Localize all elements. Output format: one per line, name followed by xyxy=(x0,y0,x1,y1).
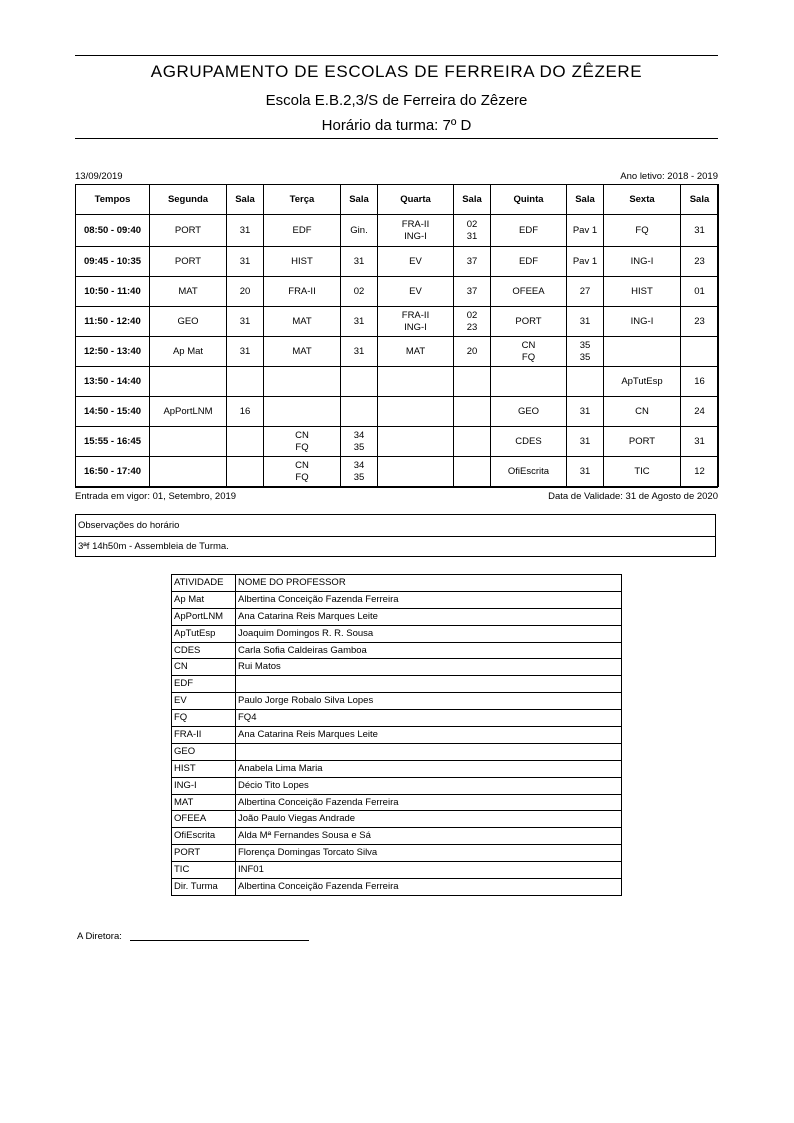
schedule-header-cell: Segunda xyxy=(150,185,227,215)
schedule-cell xyxy=(491,367,567,397)
schedule-cell: 31 xyxy=(341,247,378,277)
schedule-cell: GEO xyxy=(491,397,567,427)
schedule-body xyxy=(76,215,719,487)
schedule-cell xyxy=(227,367,264,397)
teacher-row xyxy=(172,743,622,760)
activity-cell: PORT xyxy=(172,845,236,862)
schedule-cell: ApPortLNM xyxy=(150,397,227,427)
schedule-cell: OfiEscrita xyxy=(491,457,567,487)
schedule-cell: FRA-II ING-I xyxy=(378,307,454,337)
signature-line xyxy=(130,940,309,941)
teacher-name-cell: Anabela Lima Maria xyxy=(236,760,622,777)
schedule-cell: ING-I xyxy=(604,247,681,277)
schedule-cell xyxy=(150,457,227,487)
teacher-row xyxy=(172,760,622,777)
time-slot-cell: 15:55 - 16:45 xyxy=(76,427,150,457)
schedule-cell: CDES xyxy=(491,427,567,457)
schedule-cell: FRA-II xyxy=(264,277,341,307)
teacher-name-cell: INF01 xyxy=(236,862,622,879)
schedule-row xyxy=(76,427,719,457)
schedule-cell: 01 xyxy=(681,277,719,307)
schedule-cell: 23 xyxy=(681,247,719,277)
teachers-header-row xyxy=(172,575,622,592)
schedule-cell xyxy=(227,427,264,457)
schedule-header-cell: Sala xyxy=(454,185,491,215)
schedule-cell: CN FQ xyxy=(264,427,341,457)
teacher-row xyxy=(172,777,622,794)
activity-cell: ATIVIDADE xyxy=(172,575,236,592)
schedule-cell: 31 xyxy=(681,427,719,457)
header-bottom-rule xyxy=(75,138,718,139)
schedule-row xyxy=(76,397,719,427)
effective-date: Entrada em vigor: 01, Setembro, 2019 xyxy=(75,491,237,502)
teacher-name-cell: Joaquim Domingos R. R. Sousa xyxy=(236,625,622,642)
schedule-cell xyxy=(378,427,454,457)
schedule-row xyxy=(76,215,719,247)
school-name: Escola E.B.2,3/S de Ferreira do Zêzere xyxy=(265,92,528,109)
teacher-name-cell: Albertina Conceição Fazenda Ferreira xyxy=(236,879,622,896)
schedule-cell xyxy=(454,457,491,487)
schedule-cell: 31 xyxy=(567,397,604,427)
schedule-cell: 31 xyxy=(227,337,264,367)
teacher-row xyxy=(172,879,622,896)
schedule-cell: 20 xyxy=(227,277,264,307)
schedule-cell: 02 xyxy=(341,277,378,307)
schedule-cell xyxy=(227,457,264,487)
teacher-name-cell xyxy=(236,743,622,760)
schedule-header-cell: Terça xyxy=(264,185,341,215)
teacher-row xyxy=(172,710,622,727)
teacher-name-cell: Décio Tito Lopes xyxy=(236,777,622,794)
teacher-name-cell xyxy=(236,676,622,693)
schedule-cell: CN xyxy=(604,397,681,427)
schedule-cell xyxy=(681,337,719,367)
schedule-cell: GEO xyxy=(150,307,227,337)
activity-cell: CN xyxy=(172,659,236,676)
schedule-cell: 23 xyxy=(681,307,719,337)
schedule-cell: Pav 1 xyxy=(567,215,604,247)
schedule-cell: 31 xyxy=(567,307,604,337)
schedule-header-cell: Sala xyxy=(227,185,264,215)
time-slot-cell: 13:50 - 14:40 xyxy=(76,367,150,397)
schedule-cell: 37 xyxy=(454,247,491,277)
activity-cell: ApTutEsp xyxy=(172,625,236,642)
teacher-row xyxy=(172,659,622,676)
schedule-cell: 31 xyxy=(681,215,719,247)
schedule-cell: 31 xyxy=(567,457,604,487)
activity-cell: FRA-II xyxy=(172,727,236,744)
schedule-cell: EDF xyxy=(491,215,567,247)
teacher-row xyxy=(172,642,622,659)
top-rule xyxy=(75,55,718,56)
schedule-header-cell: Quinta xyxy=(491,185,567,215)
schedule-cell: MAT xyxy=(150,277,227,307)
schedule-row xyxy=(76,367,719,397)
schedule-row xyxy=(76,277,719,307)
teacher-row xyxy=(172,591,622,608)
schedule-cell xyxy=(150,427,227,457)
activity-cell: ING-I xyxy=(172,777,236,794)
schedule-cell: EV xyxy=(378,277,454,307)
class-label: Horário da turma: 7º D xyxy=(321,117,472,134)
schedule-cell: Gin. xyxy=(341,215,378,247)
schedule-header-row xyxy=(76,185,719,215)
observations-title: Observações do horário xyxy=(75,514,716,537)
activity-cell: Dir. Turma xyxy=(172,879,236,896)
schedule-cell: PORT xyxy=(491,307,567,337)
teacher-row xyxy=(172,862,622,879)
schedule-row xyxy=(76,457,719,487)
schedule-cell: OFEEA xyxy=(491,277,567,307)
observations-text: 3ªf 14h50m - Assembleia de Turma. xyxy=(75,536,716,557)
schedule-cell: CN FQ xyxy=(264,457,341,487)
teacher-row xyxy=(172,676,622,693)
schedule-cell: 31 xyxy=(227,307,264,337)
schedule-header-cell: Quarta xyxy=(378,185,454,215)
schedule-cell xyxy=(378,397,454,427)
schedule-cell: 31 xyxy=(567,427,604,457)
schedule-cell xyxy=(454,367,491,397)
schedule-cell: FQ xyxy=(604,215,681,247)
schedule-header-cell: Tempos xyxy=(76,185,150,215)
time-slot-cell: 11:50 - 12:40 xyxy=(76,307,150,337)
schedule-cell: HIST xyxy=(604,277,681,307)
schedule-cell: 31 xyxy=(341,307,378,337)
teachers-table xyxy=(171,574,622,896)
schedule-cell: 31 xyxy=(227,215,264,247)
schedule-cell: 12 xyxy=(681,457,719,487)
teacher-row xyxy=(172,727,622,744)
time-slot-cell: 08:50 - 09:40 xyxy=(76,215,150,247)
schedule-row xyxy=(76,307,719,337)
schedule-cell: EDF xyxy=(491,247,567,277)
schedule-header-cell: Sexta xyxy=(604,185,681,215)
schedule-cell: 31 xyxy=(341,337,378,367)
schedule-cell xyxy=(264,397,341,427)
schedule-cell xyxy=(378,367,454,397)
signature-label: A Diretora: xyxy=(77,931,122,942)
teacher-name-cell: Rui Matos xyxy=(236,659,622,676)
schedule-cell: FRA-II ING-I xyxy=(378,215,454,247)
schedule-cell xyxy=(264,367,341,397)
schedule-cell: PORT xyxy=(150,215,227,247)
schedule-cell: PORT xyxy=(150,247,227,277)
schedule-cell: EDF xyxy=(264,215,341,247)
schedule-table xyxy=(75,184,719,487)
validity-date: Data de Validade: 31 de Agosto de 2020 xyxy=(548,491,718,502)
schedule-cell xyxy=(567,367,604,397)
teacher-name-cell: Albertina Conceição Fazenda Ferreira xyxy=(236,591,622,608)
org-title: AGRUPAMENTO DE ESCOLAS DE FERREIRA DO ZÊZERE xyxy=(150,62,643,81)
teacher-row xyxy=(172,625,622,642)
schedule-cell xyxy=(150,367,227,397)
teacher-name-cell: Florença Domingas Torcato Silva xyxy=(236,845,622,862)
activity-cell: GEO xyxy=(172,743,236,760)
schedule-cell: 35 35 xyxy=(567,337,604,367)
activity-cell: EV xyxy=(172,693,236,710)
schedule-row xyxy=(76,337,719,367)
schedule-cell xyxy=(454,427,491,457)
activity-cell: MAT xyxy=(172,794,236,811)
teacher-name-cell: Albertina Conceição Fazenda Ferreira xyxy=(236,794,622,811)
teacher-row xyxy=(172,811,622,828)
activity-cell: Ap Mat xyxy=(172,591,236,608)
time-slot-cell: 14:50 - 15:40 xyxy=(76,397,150,427)
schedule-cell: PORT xyxy=(604,427,681,457)
schedule-cell: 37 xyxy=(454,277,491,307)
schedule-cell xyxy=(378,457,454,487)
teacher-name-cell: FQ4 xyxy=(236,710,622,727)
schedule-cell: HIST xyxy=(264,247,341,277)
schedule-cell: ING-I xyxy=(604,307,681,337)
schedule-cell xyxy=(341,367,378,397)
activity-cell: ApPortLNM xyxy=(172,608,236,625)
schedule-cell: 27 xyxy=(567,277,604,307)
teacher-name-cell: NOME DO PROFESSOR xyxy=(236,575,622,592)
print-date: 13/09/2019 xyxy=(75,171,123,182)
schedule-row xyxy=(76,247,719,277)
teacher-row xyxy=(172,845,622,862)
schedule-cell: CN FQ xyxy=(491,337,567,367)
activity-cell: HIST xyxy=(172,760,236,777)
teacher-name-cell: João Paulo Viegas Andrade xyxy=(236,811,622,828)
schedule-cell: ApTutEsp xyxy=(604,367,681,397)
activity-cell: OFEEA xyxy=(172,811,236,828)
schedule-cell: TIC xyxy=(604,457,681,487)
schedule-cell: 16 xyxy=(227,397,264,427)
schedule-cell: 02 23 xyxy=(454,307,491,337)
schedule-cell: MAT xyxy=(378,337,454,367)
schedule-cell xyxy=(454,397,491,427)
activity-cell: TIC xyxy=(172,862,236,879)
time-slot-cell: 10:50 - 11:40 xyxy=(76,277,150,307)
time-slot-cell: 12:50 - 13:40 xyxy=(76,337,150,367)
teacher-row xyxy=(172,608,622,625)
teacher-name-cell: Ana Catarina Reis Marques Leite xyxy=(236,727,622,744)
schedule-cell: 02 31 xyxy=(454,215,491,247)
teacher-row xyxy=(172,693,622,710)
schedule-cell: Ap Mat xyxy=(150,337,227,367)
schedule-cell: 20 xyxy=(454,337,491,367)
schedule-cell: 16 xyxy=(681,367,719,397)
teacher-name-cell: Carla Sofia Caldeiras Gamboa xyxy=(236,642,622,659)
schedule-cell: 34 35 xyxy=(341,427,378,457)
activity-cell: OfiEscrita xyxy=(172,828,236,845)
activity-cell: FQ xyxy=(172,710,236,727)
schedule-cell xyxy=(604,337,681,367)
activity-cell: EDF xyxy=(172,676,236,693)
schedule-header-cell: Sala xyxy=(341,185,378,215)
schedule-cell: MAT xyxy=(264,307,341,337)
schedule-cell: EV xyxy=(378,247,454,277)
teacher-name-cell: Paulo Jorge Robalo Silva Lopes xyxy=(236,693,622,710)
activity-cell: CDES xyxy=(172,642,236,659)
schedule-cell: 24 xyxy=(681,397,719,427)
schedule-header-cell: Sala xyxy=(681,185,719,215)
teachers-body xyxy=(172,575,622,896)
school-year: Ano letivo: 2018 - 2019 xyxy=(620,171,718,182)
teacher-name-cell: Ana Catarina Reis Marques Leite xyxy=(236,608,622,625)
schedule-cell: MAT xyxy=(264,337,341,367)
schedule-header-cell: Sala xyxy=(567,185,604,215)
schedule-cell: 31 xyxy=(227,247,264,277)
teacher-row xyxy=(172,828,622,845)
time-slot-cell: 16:50 - 17:40 xyxy=(76,457,150,487)
schedule-cell: 34 35 xyxy=(341,457,378,487)
schedule-cell xyxy=(341,397,378,427)
schedule-cell: Pav 1 xyxy=(567,247,604,277)
time-slot-cell: 09:45 - 10:35 xyxy=(76,247,150,277)
teacher-row xyxy=(172,794,622,811)
teacher-name-cell: Alda Mª Fernandes Sousa e Sá xyxy=(236,828,622,845)
